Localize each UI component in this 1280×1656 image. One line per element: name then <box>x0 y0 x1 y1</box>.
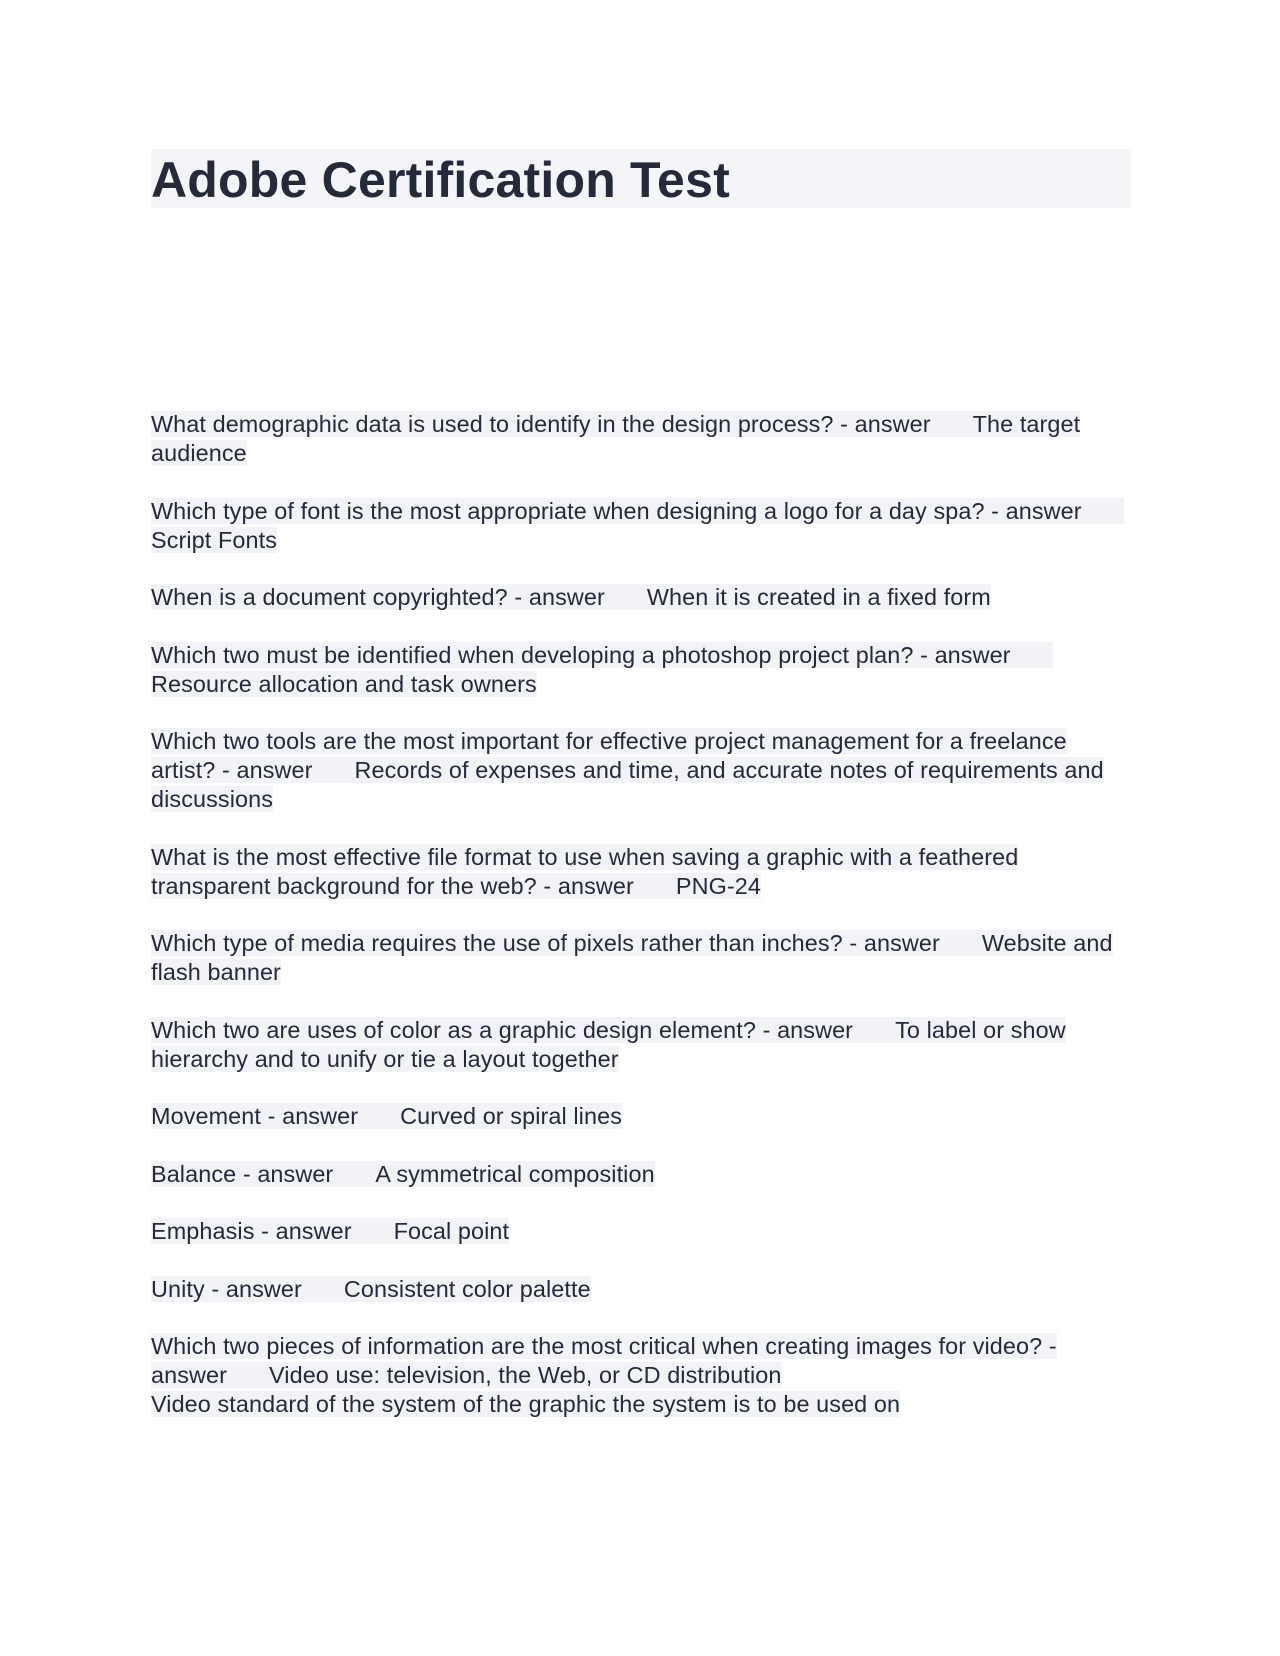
qa-item <box>151 1102 1131 1131</box>
answer-separator: - answer <box>204 1275 302 1302</box>
qa-item <box>151 497 1131 555</box>
answer-separator: - answer <box>913 641 1011 668</box>
answer-separator: - answer <box>261 1103 359 1129</box>
answer-text: PNG-24 <box>675 872 761 899</box>
qa-item <box>151 1016 1131 1074</box>
answer-separator: - answer <box>254 1218 352 1244</box>
qa-item <box>151 929 1131 987</box>
question-text: What is the most effective file format to use when saving a graphic with a feathered transparent background for the web? <box>151 843 1019 899</box>
question-text: Which two must be identified when developing a photoshop project plan? <box>151 641 914 668</box>
answer-separator: - answer <box>215 757 313 783</box>
answer-text: Video use: television, the Web, or CD distribution <box>269 1362 782 1388</box>
question-text: Unity <box>151 1275 205 1302</box>
question-text: Balance <box>151 1160 237 1187</box>
qa-item <box>151 843 1131 901</box>
qa-item <box>151 1160 1131 1189</box>
answer-text: A symmetrical composition <box>375 1160 655 1187</box>
answer-text: Resource allocation and task owners <box>151 670 537 697</box>
answer-separator: - answer <box>755 1016 854 1043</box>
qa-list <box>151 410 1131 1448</box>
answer-text: The target audience <box>151 411 1081 466</box>
answer-text: Records of expenses and time, and accurate notes of requirements and discussions <box>151 757 1104 812</box>
qa-item <box>151 641 1131 699</box>
answer-separator: - answer <box>536 872 634 899</box>
question-text: Emphasis <box>151 1218 255 1244</box>
qa-item <box>151 727 1131 814</box>
answer-separator: - answer <box>236 1160 334 1187</box>
answer-separator: - answer <box>984 497 1082 524</box>
document-page <box>151 149 1131 1417</box>
question-text: When is a document copyrighted? <box>151 584 508 610</box>
answer-separator: - answer <box>833 411 931 437</box>
question-text: Which type of media requires the use of pixels rather than inches? <box>151 930 843 956</box>
question-text: Which two are uses of color as a graphic design element? <box>151 1016 756 1043</box>
qa-item <box>151 1217 1131 1246</box>
qa-item <box>151 1275 1131 1304</box>
answer-text: Curved or spiral lines <box>400 1103 622 1129</box>
qa-item <box>151 583 1131 612</box>
answer-text: Focal point <box>393 1218 510 1244</box>
answer-text: Consistent color palette <box>343 1275 591 1302</box>
answer-separator: - answer <box>842 930 940 956</box>
question-text: Which type of font is the most appropriate when designing a logo for a day spa? <box>151 497 985 524</box>
qa-item <box>151 410 1131 468</box>
answer-separator: - answer <box>507 584 605 610</box>
question-text: What demographic data is used to identify in the design process? <box>151 411 834 437</box>
answer-text: To label or show hierarchy and to unify or tie a layout together <box>151 1016 1066 1072</box>
answer-text: Script Fonts <box>151 526 277 553</box>
qa-item <box>151 1332 1131 1419</box>
answer-text-line2: Video standard of the system of the graphic the system is to be used on <box>151 1391 901 1417</box>
question-text: Which two tools are the most important for effective project management for a freelance artist? <box>151 728 1067 783</box>
answer-text: Website and flash banner <box>151 930 1113 985</box>
answer-text: When it is created in a fixed form <box>646 584 991 610</box>
question-text: Which two pieces of information are the most critical when creating images for video? <box>151 1333 1043 1359</box>
document-title: Adobe Certification Test <box>151 149 1131 208</box>
question-text: Movement <box>151 1103 261 1129</box>
answer-separator: - answer <box>151 1333 1057 1388</box>
